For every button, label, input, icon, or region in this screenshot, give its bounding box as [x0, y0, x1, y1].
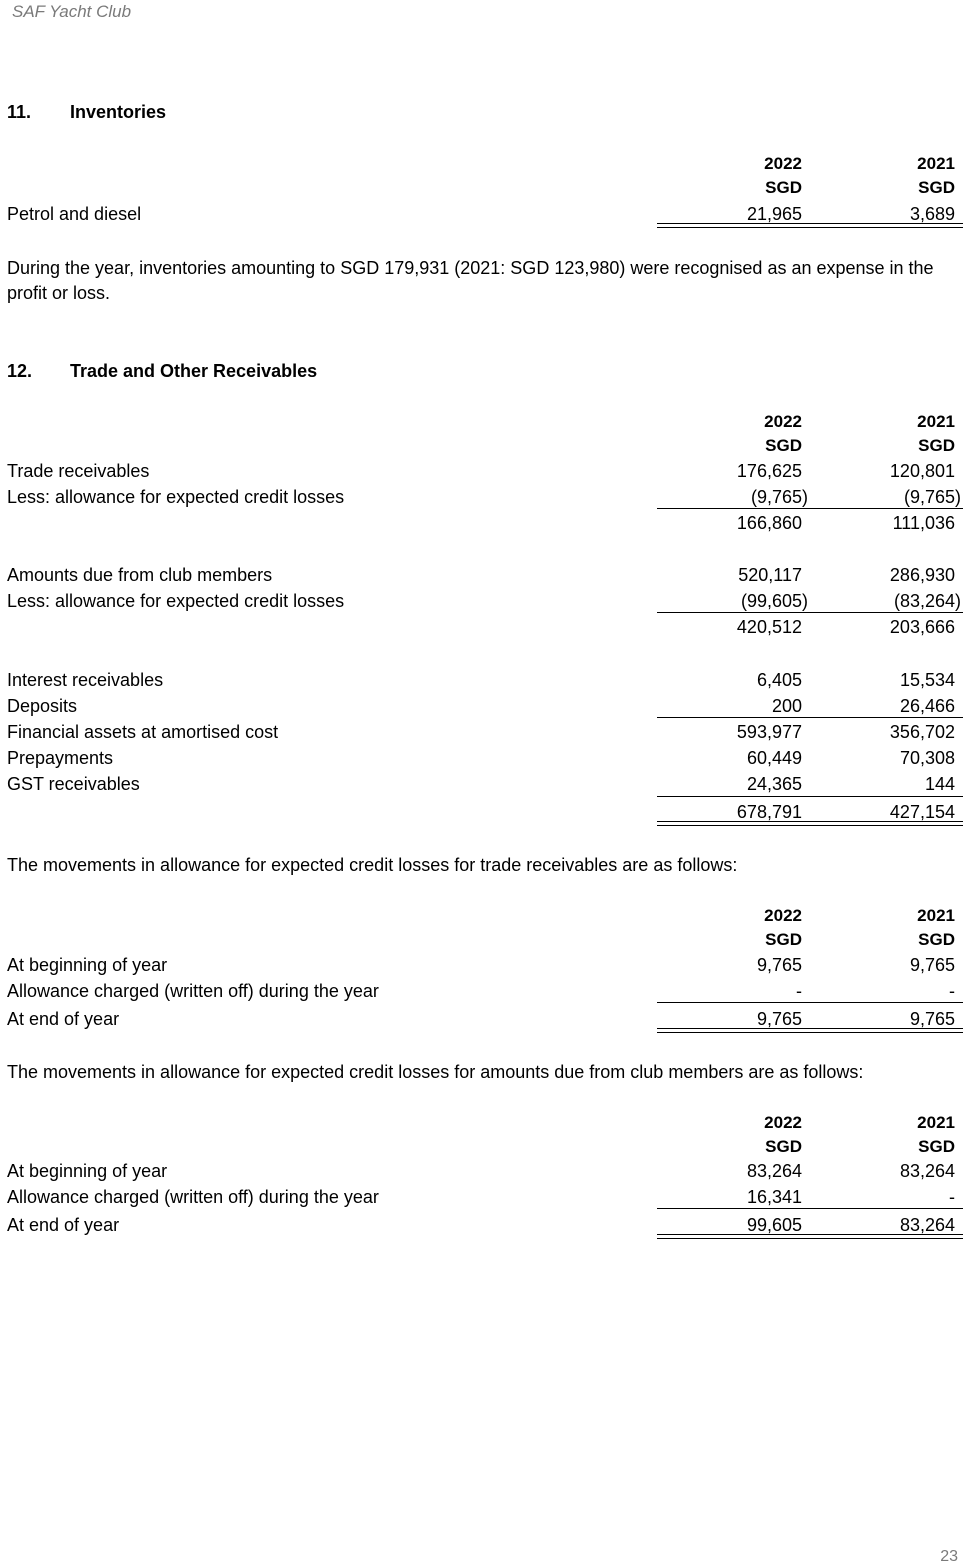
value-2021: 9,765 — [909, 955, 955, 975]
value-2022: 99,605 — [746, 1215, 802, 1235]
row-label: Deposits — [7, 696, 78, 716]
page-number: 23 — [940, 1548, 958, 1565]
value-2022: 16,341 — [746, 1187, 802, 1207]
row-label: At beginning of year — [7, 955, 168, 975]
value-2022: 9,765 — [756, 1009, 802, 1029]
value-2022: 24,365 — [746, 774, 802, 794]
value-2021: 3,689 — [909, 204, 955, 224]
value-2021: 9,765 — [909, 1009, 955, 1029]
value-2021: 26,466 — [899, 696, 955, 716]
section-12-title: Trade and Other Receivables — [70, 361, 318, 381]
subtotal-rule — [657, 508, 963, 509]
row-label: Allowance charged (written off) during the year — [7, 1187, 379, 1207]
row-label: Less: allowance for expected credit losses — [7, 487, 345, 507]
subtotal-value-2021: 203,666 — [889, 617, 955, 637]
value-2021: - — [949, 981, 955, 1001]
row-label: Allowance charged (written off) during the year — [7, 981, 379, 1001]
value-2022: 200 — [771, 696, 802, 716]
subtotal-rule — [657, 1208, 963, 1209]
subtotal-value-2021: 111,036 — [892, 513, 955, 533]
total-double-rule — [657, 1234, 963, 1239]
value-2021: 120,801 — [889, 461, 955, 481]
value-2022: (9,765) — [750, 487, 808, 507]
subtotal-rule — [657, 1002, 963, 1003]
col-header-year-2022: 2022 — [764, 906, 802, 925]
value-2022: 520,117 — [738, 565, 802, 585]
total-double-rule — [657, 223, 963, 228]
col-header-year-2022: 2022 — [764, 154, 802, 173]
value-2021: 144 — [924, 774, 955, 794]
subtotal-value-2022: 166,860 — [736, 513, 802, 533]
col-header-currency-2021: SGD — [918, 930, 955, 949]
movement-members-intro: The movements in allowance for expected credit losses for amounts due from club members are as follows: — [7, 1062, 864, 1082]
row-label: Amounts due from club members — [7, 565, 273, 585]
value-2021: 286,930 — [889, 565, 955, 585]
row-label: At end of year — [7, 1009, 120, 1029]
col-header-currency-2022: SGD — [765, 1137, 802, 1156]
value-2021: 15,534 — [899, 670, 955, 690]
col-header-currency-2021: SGD — [918, 436, 955, 455]
col-header-year-2022: 2022 — [764, 1113, 802, 1132]
value-2022: 60,449 — [746, 748, 802, 768]
row-label: Interest receivables — [7, 670, 164, 690]
value-2022: 9,765 — [756, 955, 802, 975]
value-2021: (9,765) — [903, 487, 961, 507]
row-label: At beginning of year — [7, 1161, 168, 1181]
subtotal-value-2022: 420,512 — [736, 617, 802, 637]
value-2022: 83,264 — [746, 1161, 802, 1181]
value-2021: 83,264 — [899, 1215, 955, 1235]
col-header-year-2021: 2021 — [917, 906, 955, 925]
section-11-title: Inventories — [70, 102, 167, 122]
organisation-header: SAF Yacht Club — [12, 2, 132, 21]
movement-trade-intro: The movements in allowance for expected credit losses for trade receivables are as follows: — [7, 855, 738, 875]
total-value-2022: 678,791 — [736, 802, 802, 822]
row-label: GST receivables — [7, 774, 140, 794]
section-11-number: 11. — [7, 102, 32, 122]
total-double-rule — [657, 1028, 963, 1033]
subtotal-rule — [657, 796, 963, 797]
value-2021: 83,264 — [899, 1161, 955, 1181]
value-2021: 70,308 — [899, 748, 955, 768]
total-double-rule — [657, 821, 963, 826]
value-2022: 21,965 — [746, 204, 802, 224]
row-label: Financial assets at amortised cost — [7, 722, 279, 742]
row-label: Prepayments — [7, 748, 114, 768]
subtotal-rule — [657, 612, 963, 613]
value-2022: - — [796, 981, 802, 1001]
col-header-currency-2022: SGD — [765, 178, 802, 197]
section-12-number: 12. — [7, 361, 33, 381]
row-label: Less: allowance for expected credit losses — [7, 591, 345, 611]
col-header-year-2022: 2022 — [764, 412, 802, 431]
value-2022: 176,625 — [736, 461, 802, 481]
value-2021: - — [949, 1187, 955, 1207]
col-header-currency-2022: SGD — [765, 436, 802, 455]
value-2022: (99,605) — [740, 591, 808, 611]
row-label: At end of year — [7, 1215, 120, 1235]
row-label: Petrol and diesel — [7, 204, 142, 224]
col-header-currency-2021: SGD — [918, 1137, 955, 1156]
value-2022: 6,405 — [756, 670, 802, 690]
inventories-note: During the year, inventories amounting to SGD 179,931 (2021: SGD 123,980) were recognised as an expense in the profit or loss. — [7, 258, 934, 303]
col-header-currency-2022: SGD — [765, 930, 802, 949]
subtotal-rule — [657, 717, 963, 718]
col-header-year-2021: 2021 — [917, 154, 955, 173]
value-2021: 356,702 — [889, 722, 955, 742]
col-header-year-2021: 2021 — [917, 1113, 955, 1132]
total-value-2021: 427,154 — [889, 802, 955, 822]
col-header-currency-2021: SGD — [918, 178, 955, 197]
value-2021: (83,264) — [893, 591, 961, 611]
value-2022: 593,977 — [736, 722, 802, 742]
row-label: Trade receivables — [7, 461, 150, 481]
col-header-year-2021: 2021 — [917, 412, 955, 431]
